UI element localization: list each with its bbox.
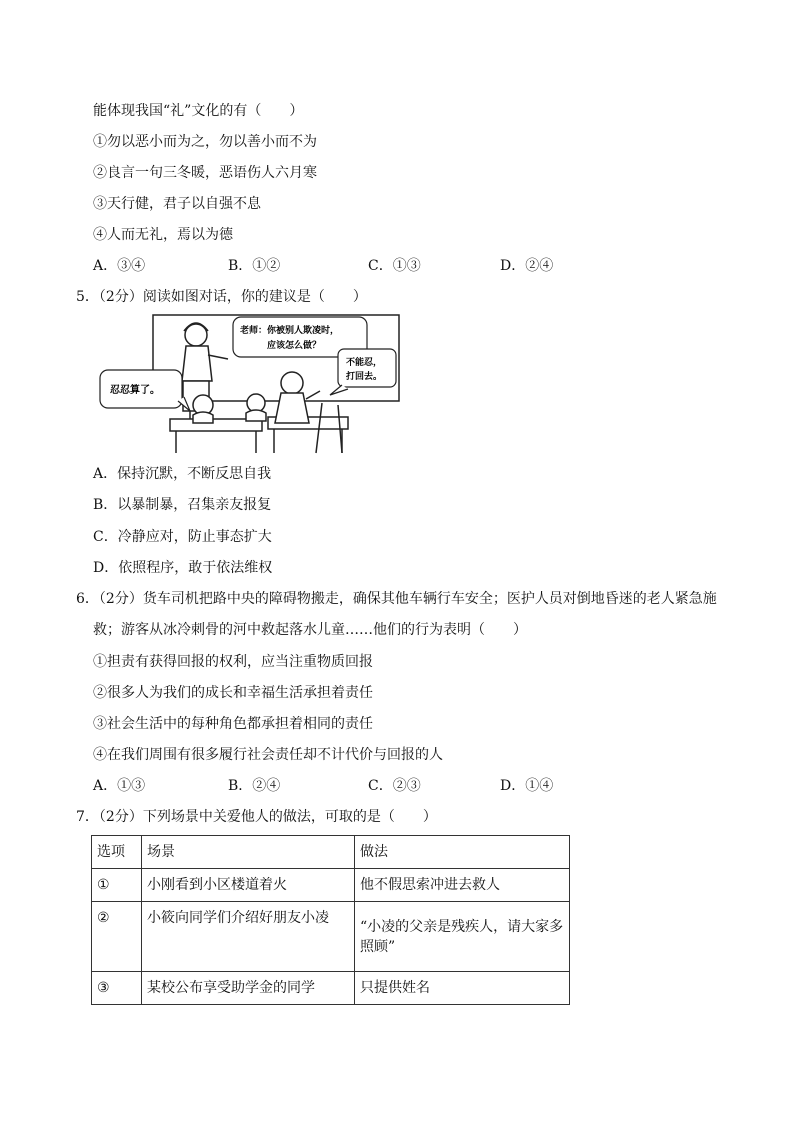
table-row xyxy=(92,972,570,1005)
right-bubble-text-2: 打回去。 xyxy=(346,372,383,382)
q6-option-b: B．②④ xyxy=(228,778,281,794)
table-cell: ③ xyxy=(92,972,142,1005)
table-row xyxy=(92,902,570,972)
q4-option-a: A．③④ xyxy=(93,258,146,274)
q5-option-d: D．依照程序，敢于依法维权 xyxy=(93,560,273,576)
q5-option-a: A．保持沉默，不断反思自我 xyxy=(93,466,272,482)
q4-item-3: ③天行健，君子以自强不息 xyxy=(93,196,261,212)
q5-option-b: B．以暴制暴，召集亲友报复 xyxy=(93,497,272,513)
table-row xyxy=(92,869,570,902)
right-bubble-text-1: 不能忍， xyxy=(346,358,383,368)
q6-stem-line-2: 救；游客从冰冷刺骨的河中救起落水儿童……他们的行为表明（ ） xyxy=(93,622,527,638)
left-bubble-text: 忍忍算了。 xyxy=(110,385,160,396)
students xyxy=(193,372,342,453)
q4-option-d: D．②④ xyxy=(500,258,554,274)
table-cell: 只提供姓名 xyxy=(355,972,570,1005)
q6-item-4: ④在我们周围有很多履行社会责任却不计代价与回报的人 xyxy=(93,747,443,763)
table-cell: 小筱向同学们介绍好朋友小凌 xyxy=(142,902,355,972)
q6-option-d: D．①④ xyxy=(500,778,554,794)
table-cell: 他不假思索冲进去救人 xyxy=(355,869,570,902)
table-header-cell: 选项 xyxy=(92,836,142,869)
q6-option-c: C．②③ xyxy=(368,778,421,794)
teacher-bubble-text-2: 应该怎么做？ xyxy=(267,341,322,351)
q5-stem: 5．（2分）阅读如图对话，你的建议是（ ） xyxy=(76,289,367,305)
teacher-bubble-text-1: 老师：你被别人欺凌时， xyxy=(240,326,340,336)
table-header-cell: 做法 xyxy=(355,836,570,869)
table-cell: ① xyxy=(92,869,142,902)
q4-item-1: ①勿以恶小而为之，勿以善小而不为 xyxy=(93,134,317,150)
q4-item-4: ④人而无礼，焉以为德 xyxy=(93,227,233,243)
bullying-dialogue-cartoon xyxy=(98,313,400,455)
q6-item-3: ③社会生活中的每种角色都承担着相同的责任 xyxy=(93,716,373,732)
q4-item-2: ②良言一句三冬暖，恶语伤人六月寒 xyxy=(93,165,317,181)
q6-stem-line-1: 6．（2分）货车司机把路中央的障碍物搬走，确保其他车辆行车安全；医护人员对倒地昏迷的老人紧急施 xyxy=(76,591,717,607)
table-cell: 某校公布享受助学金的同学 xyxy=(142,972,355,1005)
q5-option-c: C．冷静应对，防止事态扩大 xyxy=(93,529,272,545)
table-cell: “小凌的父亲是残疾人，请大家多照顾” xyxy=(355,902,570,972)
table-header-row xyxy=(92,836,570,869)
q4-option-b: B．①② xyxy=(228,258,281,274)
table-cell: 小刚看到小区楼道着火 xyxy=(142,869,355,902)
table-header-cell: 场景 xyxy=(142,836,355,869)
q6-item-2: ②很多人为我们的成长和幸福生活承担着责任 xyxy=(93,685,373,701)
q6-item-1: ①担责有获得回报的权利，应当注重物质回报 xyxy=(93,654,373,670)
q4-option-c: C．①③ xyxy=(368,258,421,274)
table-cell: ② xyxy=(92,902,142,972)
q7-stem: 7．（2分）下列场景中关爱他人的做法，可取的是（ ） xyxy=(76,809,437,825)
q4-stem: 能体现我国“礼”文化的有（ ） xyxy=(93,103,304,119)
q6-option-a: A．①③ xyxy=(93,778,146,794)
q7-table xyxy=(91,835,570,1005)
